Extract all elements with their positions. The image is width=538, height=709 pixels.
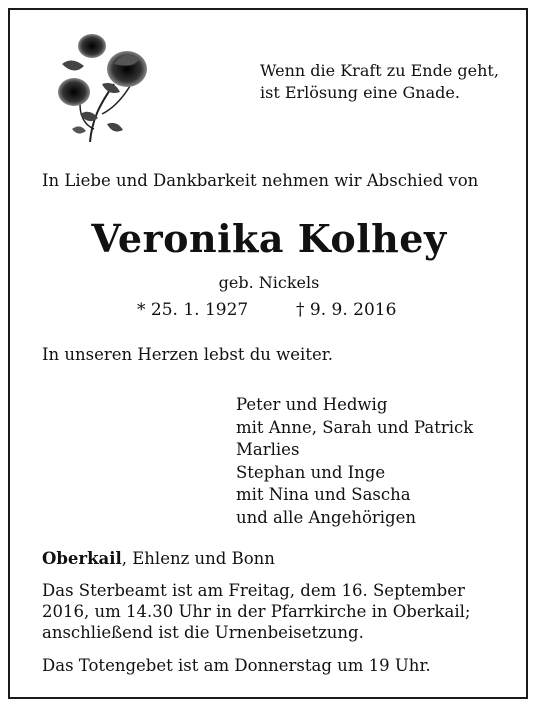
family-line: mit Nina und Sascha: [236, 485, 411, 504]
birth-date: * 25. 1. 1927: [137, 300, 249, 320]
family-line: mit Anne, Sarah und Patrick: [236, 417, 474, 437]
family-line: Marlies: [236, 440, 300, 459]
family-list: [236, 394, 473, 529]
message-text: In unseren Herzen lebst du weiter.: [42, 345, 334, 364]
details-line: 2016, um 14.30 Uhr in der Pfarrkirche in Oberkail;: [42, 602, 471, 621]
place-line: [42, 549, 275, 568]
details-line: anschließend ist die Urnenbeisetzung.: [42, 623, 364, 642]
quote: [260, 60, 499, 104]
family-line: Peter und Hedwig: [236, 395, 388, 414]
quote-line-1: Wenn die Kraft zu Ende geht,: [260, 61, 499, 80]
details-line: Das Sterbeamt ist am Freitag, dem 16. September: [42, 581, 465, 600]
family-line: Stephan und Inge: [236, 462, 386, 482]
quote-line-2: ist Erlösung eine Gnade.: [260, 83, 460, 102]
rose-icon: [52, 24, 162, 159]
prayer-text: Das Totengebet ist am Donnerstag um 19 Uhr.: [42, 656, 431, 675]
place-rest: , Ehlenz und Bonn: [121, 549, 275, 568]
intro-text: In Liebe und Dankbarkeit nehmen wir Abschied von: [42, 171, 479, 190]
place-main: Oberkail: [42, 549, 122, 568]
family-line: und alle Angehörigen: [236, 507, 417, 527]
maiden-name: geb. Nickels: [218, 273, 320, 292]
death-date: † 9. 9. 2016: [296, 300, 397, 320]
deceased-name: Veronika Kolhey: [91, 216, 447, 261]
service-details: [42, 580, 470, 643]
